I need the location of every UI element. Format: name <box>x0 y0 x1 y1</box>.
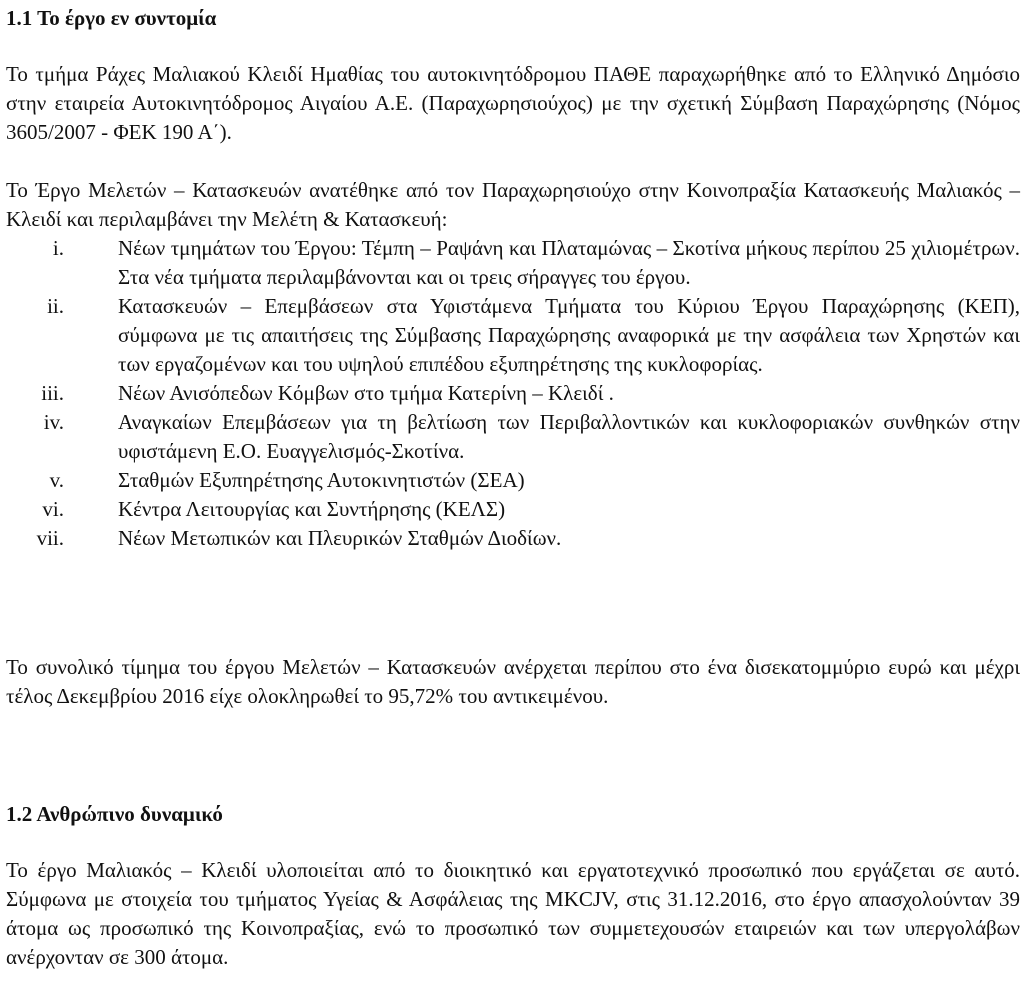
list-item-text: Νέων τμημάτων του Έργου: Τέμπη – Ραψάνη και Πλαταμώνας – Σκοτίνα μήκους περίπου 25 χιλιομέτρων. Στα νέα τμήματα περιλαμβάνονται και οι τρεις σήραγγες του έργου. <box>118 236 1020 289</box>
list-item-number: v. <box>49 468 64 492</box>
list-item-number: vi. <box>42 497 64 521</box>
paragraph-contract-scope: Το Έργο Μελετών – Κατασκευών ανατέθηκε από τον Παραχωρησιούχο στην Κοινοπραξία Κατασκευής Μαλιακός – Κλειδί και περιλαμβάνει την Μελέτη & Κατασκευή: <box>6 178 1020 231</box>
list-item-number: iii. <box>41 381 64 405</box>
list-item <box>6 234 1020 292</box>
list-item <box>6 292 1020 379</box>
scope-items-list <box>6 234 1020 553</box>
list-item <box>6 524 1020 553</box>
list-item <box>6 379 1020 408</box>
list-item-text: Νέων Ανισόπεδων Κόμβων στο τμήμα Κατερίνη – Κλειδί . <box>118 381 614 405</box>
paragraph-staff: Το έργο Μαλιακός – Κλειδί υλοποιείται από το διοικητικό και εργατοτεχνικό προσωπικό που εργάζεται σε αυτό. Σύμφωνα με στοιχεία του τμήματος Υγείας & Ασφάλειας της MKCJV, στις 31.12.2016, στο έργο απασχολούνταν 39 άτομα ως προσωπικό της Κοινοπραξίας, ενώ το προσωπικό των συμμετεχουσών εταιρειών και των υπεργολάβων ανέρχονταν σε 300 άτομα. <box>6 858 1020 969</box>
list-item <box>6 495 1020 524</box>
section-heading-human-resources: 1.2 Ανθρώπινο δυναμικό <box>6 802 223 826</box>
paragraph-project-total: Το συνολικό τίμημα του έργου Μελετών – Κατασκευών ανέρχεται περίπου στο ένα δισεκατομμύριο ευρώ και μέχρι τέλος Δεκεμβρίου 2016 είχε ολοκληρωθεί το 95,72% του αντικειμένου. <box>6 655 1020 708</box>
list-item-number: vii. <box>36 526 64 550</box>
paragraph-project-intro: Το τμήμα Ράχες Μαλιακού Κλειδί Ημαθίας του αυτοκινητόδρομου ΠΑΘΕ παραχωρήθηκε από το Ελληνικό Δημόσιο στην εταιρεία Αυτοκινητόδρομος Αιγαίου Α.Ε. (Παραχωρησιούχος) με την σχετική Σύμβαση Παραχώρησης (Νόμος 3605/2007 - ΦΕΚ 190 Α΄). <box>6 62 1020 144</box>
list-item-number: i. <box>52 236 64 260</box>
list-item-text: Σταθμών Εξυπηρέτησης Αυτοκινητιστών (ΣΕΑ) <box>118 468 525 492</box>
list-item-number: iv. <box>43 410 64 434</box>
list-item <box>6 466 1020 495</box>
list-item-text: Νέων Μετωπικών και Πλευρικών Σταθμών Διοδίων. <box>118 526 562 550</box>
list-item-text: Αναγκαίων Επεμβάσεων για τη βελτίωση των Περιβαλλοντικών και κυκλοφοριακών συνθηκών στην υφιστάμενη Ε.Ο. Ευαγγελισμός-Σκοτίνα. <box>118 410 1020 463</box>
list-item-number: ii. <box>47 294 64 318</box>
list-item <box>6 408 1020 466</box>
list-item-text: Κέντρα Λειτουργίας και Συντήρησης (ΚΕΛΣ) <box>118 497 506 521</box>
section-heading-project-summary: 1.1 Το έργο εν συντομία <box>6 6 217 30</box>
list-item-text: Κατασκευών – Επεμβάσεων στα Υφιστάμενα Τμήματα του Κύριου Έργου Παραχώρησης (ΚΕΠ), σύμφωνα με τις απαιτήσεις της Σύμβασης Παραχώρησης αναφορικά με την ασφάλεια των Χρηστών και των εργαζομένων και του υψηλού επιπέδου εξυπηρέτησης της κυκλοφορίας. <box>118 294 1020 376</box>
